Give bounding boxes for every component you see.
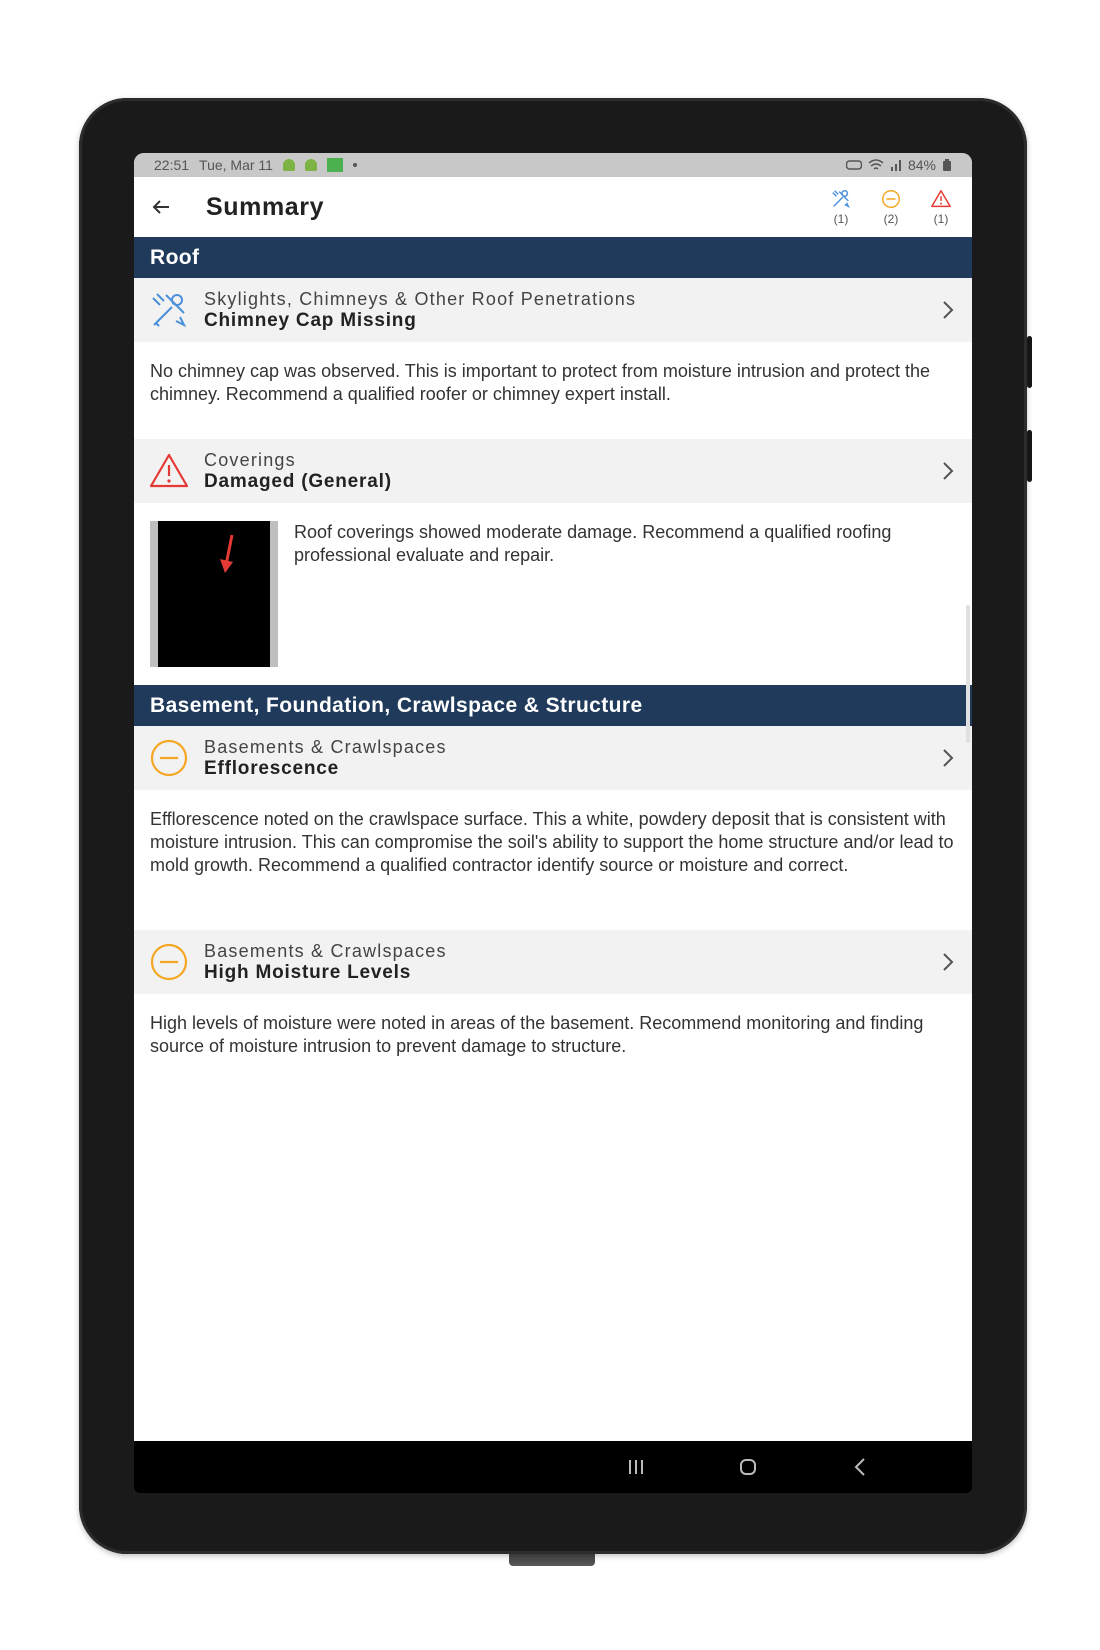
status-bar — [134, 153, 972, 177]
section-header-roof: Roof — [134, 237, 972, 278]
safety-count: (1) — [933, 212, 949, 226]
status-time: 22:51 — [154, 157, 190, 173]
warning-triangle-icon — [148, 450, 190, 492]
chevron-right-icon — [938, 952, 958, 972]
minus-circle-icon — [148, 737, 190, 779]
app-header — [134, 177, 972, 237]
item-description: High levels of moisture were noted in areas of the basement. Recommend monitoring and finding source of moisture intrusion to prevent damage to structure. — [150, 1013, 924, 1056]
tablet-stand — [509, 1554, 595, 1566]
screen — [134, 153, 972, 1493]
android-icon — [305, 159, 317, 171]
maintenance-count: (1) — [833, 212, 849, 226]
chevron-right-icon — [938, 461, 958, 481]
item-description: No chimney cap was observed. This is important to protect from moisture intrusion and protect the chimney. Recommend a qualified roofer or chimney expert install. — [150, 361, 931, 404]
defect-item-chimney-cap[interactable] — [134, 278, 972, 342]
system-nav-bar — [134, 1441, 972, 1493]
android-icon — [283, 159, 295, 171]
arrow-left-icon — [152, 198, 170, 216]
back-nav-icon[interactable] — [848, 1457, 872, 1477]
item-name: Chimney Cap Missing — [204, 310, 417, 331]
red-arrow-annotation-icon — [216, 533, 240, 577]
item-category: Coverings — [204, 450, 296, 470]
item-name: Efflorescence — [204, 758, 340, 779]
section-header-basement: Basement, Foundation, Crawlspace & Structure — [134, 685, 972, 726]
item-photo-row — [134, 503, 972, 685]
signal-icon — [890, 159, 902, 171]
vr-icon — [846, 160, 862, 170]
volume-button — [1027, 430, 1032, 482]
power-button — [1027, 336, 1032, 388]
maintenance-counter[interactable] — [828, 188, 854, 226]
battery-icon — [942, 159, 952, 171]
safety-counter[interactable] — [928, 188, 954, 226]
recommendation-count: (2) — [883, 212, 899, 226]
defect-item-high-moisture[interactable] — [134, 930, 972, 994]
recent-apps-icon[interactable] — [624, 1458, 648, 1476]
defect-item-efflorescence[interactable] — [134, 726, 972, 790]
tools-icon — [830, 188, 852, 210]
warning-triangle-icon — [930, 188, 952, 210]
item-category: Skylights, Chimneys & Other Roof Penetrations — [204, 289, 637, 309]
item-description: Roof coverings showed moderate damage. Recommend a qualified roofing professional evaluate and repair. — [294, 522, 892, 565]
defect-photo[interactable] — [150, 521, 278, 667]
item-category: Basements & Crawlspaces — [204, 737, 447, 757]
battery-percent: 84% — [907, 157, 936, 173]
item-name: Damaged (General) — [204, 471, 392, 492]
home-icon[interactable] — [736, 1457, 760, 1477]
wifi-icon — [868, 159, 884, 171]
item-description: Efflorescence noted on the crawlspace surface. This a white, powdery deposit that is consistent with moisture intrusion. This can compromise the soil's ability to support the home structure and/or lead to mold growth. Recommend a qualified contractor identify source or moisture and correct. — [150, 809, 954, 875]
scrollbar[interactable] — [966, 605, 970, 743]
chevron-right-icon — [938, 748, 958, 768]
item-category: Basements & Crawlspaces — [204, 941, 447, 961]
minus-circle-icon — [148, 941, 190, 983]
issue-counters — [828, 188, 954, 226]
tools-icon — [148, 289, 190, 331]
defect-item-coverings-damaged[interactable] — [134, 439, 972, 503]
minus-circle-icon — [880, 188, 902, 210]
recommendation-counter[interactable] — [878, 188, 904, 226]
more-notifications-icon — [353, 163, 357, 167]
status-date: Tue, Mar 11 — [199, 157, 273, 173]
item-name: High Moisture Levels — [204, 962, 412, 983]
chevron-right-icon — [938, 300, 958, 320]
notification-icon — [327, 158, 343, 172]
page-title: Summary — [206, 192, 325, 221]
back-button[interactable] — [152, 194, 194, 220]
